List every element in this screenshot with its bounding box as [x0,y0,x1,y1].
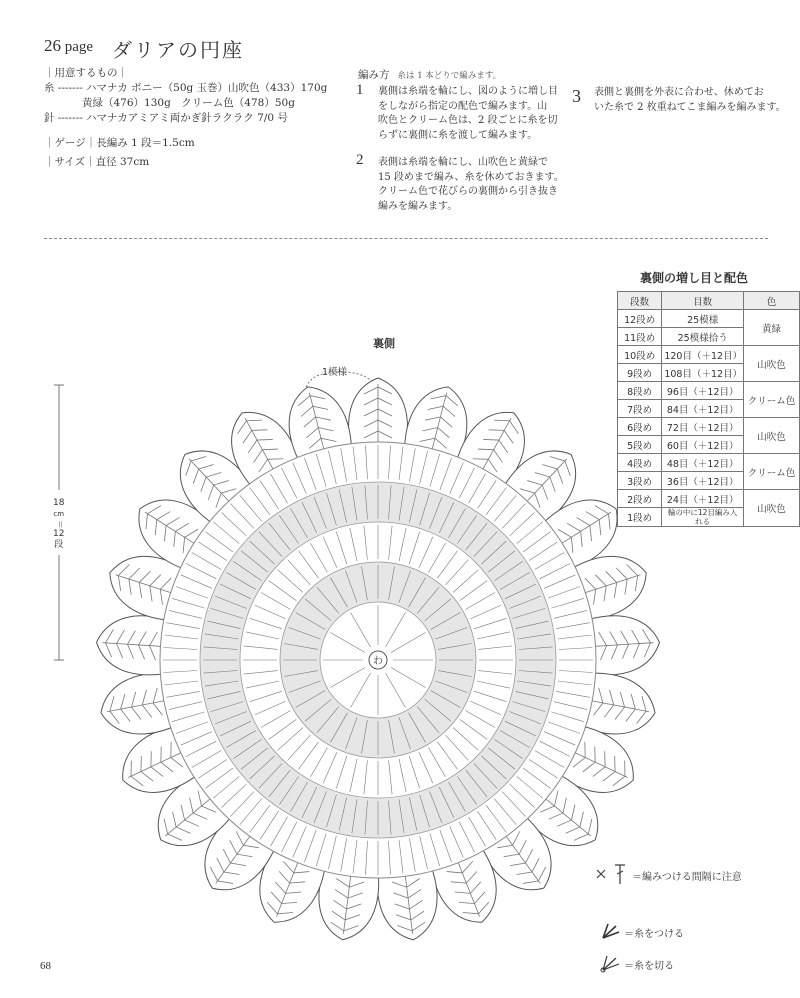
materials-yarn-line2: 黄緑（476）130g クリーム色（478）50g [82,97,295,109]
row-count: 36目（＋12目） [662,472,744,490]
row-count: 輪の中に12目編み入れる [662,508,744,527]
row-label: 2段め [618,490,662,508]
page-title: ダリアの円座 [112,38,244,62]
size-rows-unit: 段 [54,540,64,551]
step-1-line-3: 吹色とクリーム色は、2 段ごとに糸を切 [378,115,558,126]
size-eq: ＝ [54,520,65,530]
row-count: 96目（＋12目） [662,382,744,400]
cross-symbol-icon [597,870,605,878]
gauge-text: ｜ゲージ｜長編み 1 段＝1.5cm [44,137,195,149]
step-2-line-2: 15 段めまで編み、糸を休めておきます。 [378,171,564,183]
page-ref-number: 26 [44,36,61,55]
table-header-color: 色 [743,292,799,310]
step-2-line-4: 編みを編みます。 [378,200,458,212]
legend-spacing-note: ＝編みつける間隔に注意 [632,872,742,883]
instructions-subtitle: 糸は 1 本どりで編みます。 [397,71,502,81]
row-count: 25模様 [662,310,744,328]
row-label: 8段め [618,382,662,400]
row-count: 72目（＋12目） [662,418,744,436]
row-label: 11段め [618,328,662,346]
step-1-line-1: 裏側は糸端を輪にし、図のように増し目 [378,86,558,97]
row-label: 10段め [618,346,662,364]
step-1-line-4: らずに裏側に糸を渡して編みます。 [378,129,538,141]
legend-cut-yarn: ＝糸を切る [624,961,674,972]
row-count: 48目（＋12目） [662,454,744,472]
row-count: 60目（＋12目） [662,436,744,454]
row-label: 6段め [618,418,662,436]
row-color: クリーム色 [743,382,799,418]
row-count: 24目（＋12目） [662,490,744,508]
row-count: 108目（＋12目） [662,364,744,382]
table-header-count: 目数 [662,292,744,310]
instructions-title: 編み方 [358,69,390,81]
step-1-line-2: をしながら指定の配色で編みます。山 [378,100,548,112]
step-2-line-3: クリーム色で花びらの裏側から引き抜き [378,186,558,197]
size-rows-value: 12 [53,529,65,540]
step-3-line-1: 表側と裏側を外表に合わせ、休めてお [594,87,764,98]
row-count: 25模様拾う [662,328,744,346]
row-label: 9段め [618,364,662,382]
page-number: 68 [40,960,51,972]
increase-table-title: 裏側の増し目と配色 [640,271,749,285]
attach-yarn-icon [603,924,619,938]
step-3-line-2: いた糸で 2 枚重ねてこま編みを編みます。 [594,101,786,113]
size-cm-unit: cm [53,510,65,518]
row-label: 12段め [618,310,662,328]
row-label: 4段め [618,454,662,472]
size-cm-value: 18 [53,498,65,508]
row-color: 山吹色 [743,418,799,454]
materials-heading: ｜用意するもの｜ [44,67,128,79]
legend-attach-yarn: ＝糸をつける [624,929,684,940]
table-header-rows: 段数 [618,292,662,310]
row-count: 84目（＋12目） [662,400,744,418]
petal [349,378,408,448]
row-label: 7段め [618,400,662,418]
cut-yarn-icon [601,956,619,972]
pattern-repeat-label: 1模様 [322,367,348,378]
row-count: 120目（＋12目） [662,346,744,364]
step-2-number: 2 [356,152,364,168]
step-3-number: 3 [572,86,581,106]
row-color: 山吹色 [743,490,799,527]
materials-needle: 針 ------- ハマナカアミアミ両かぎ針ラクラク 7/0 号 [44,112,288,124]
size-text: ｜サイズ｜直径 37cm [44,156,150,168]
row-label: 1段め [618,508,662,527]
row-label: 5段め [618,436,662,454]
diagram-label: 裏側 [373,337,395,350]
row-label: 3段め [618,472,662,490]
petal [95,613,169,676]
step-2-line-1: 表側は糸端を輪にし、山吹色と黄緑で [378,157,548,168]
materials-yarn-line1: 糸 ------- ハマナカ ボニー（50g 玉巻）山吹色（433）170g [44,82,328,94]
petal [588,613,662,676]
step-1-number: 1 [356,82,364,98]
row-color: 山吹色 [743,346,799,382]
magic-ring-label: わ [373,656,383,667]
page-ref-word: page [64,39,94,55]
double-crochet-symbol-icon [615,865,625,884]
row-color: 黄緑 [743,310,799,346]
row-color: クリーム色 [743,454,799,490]
